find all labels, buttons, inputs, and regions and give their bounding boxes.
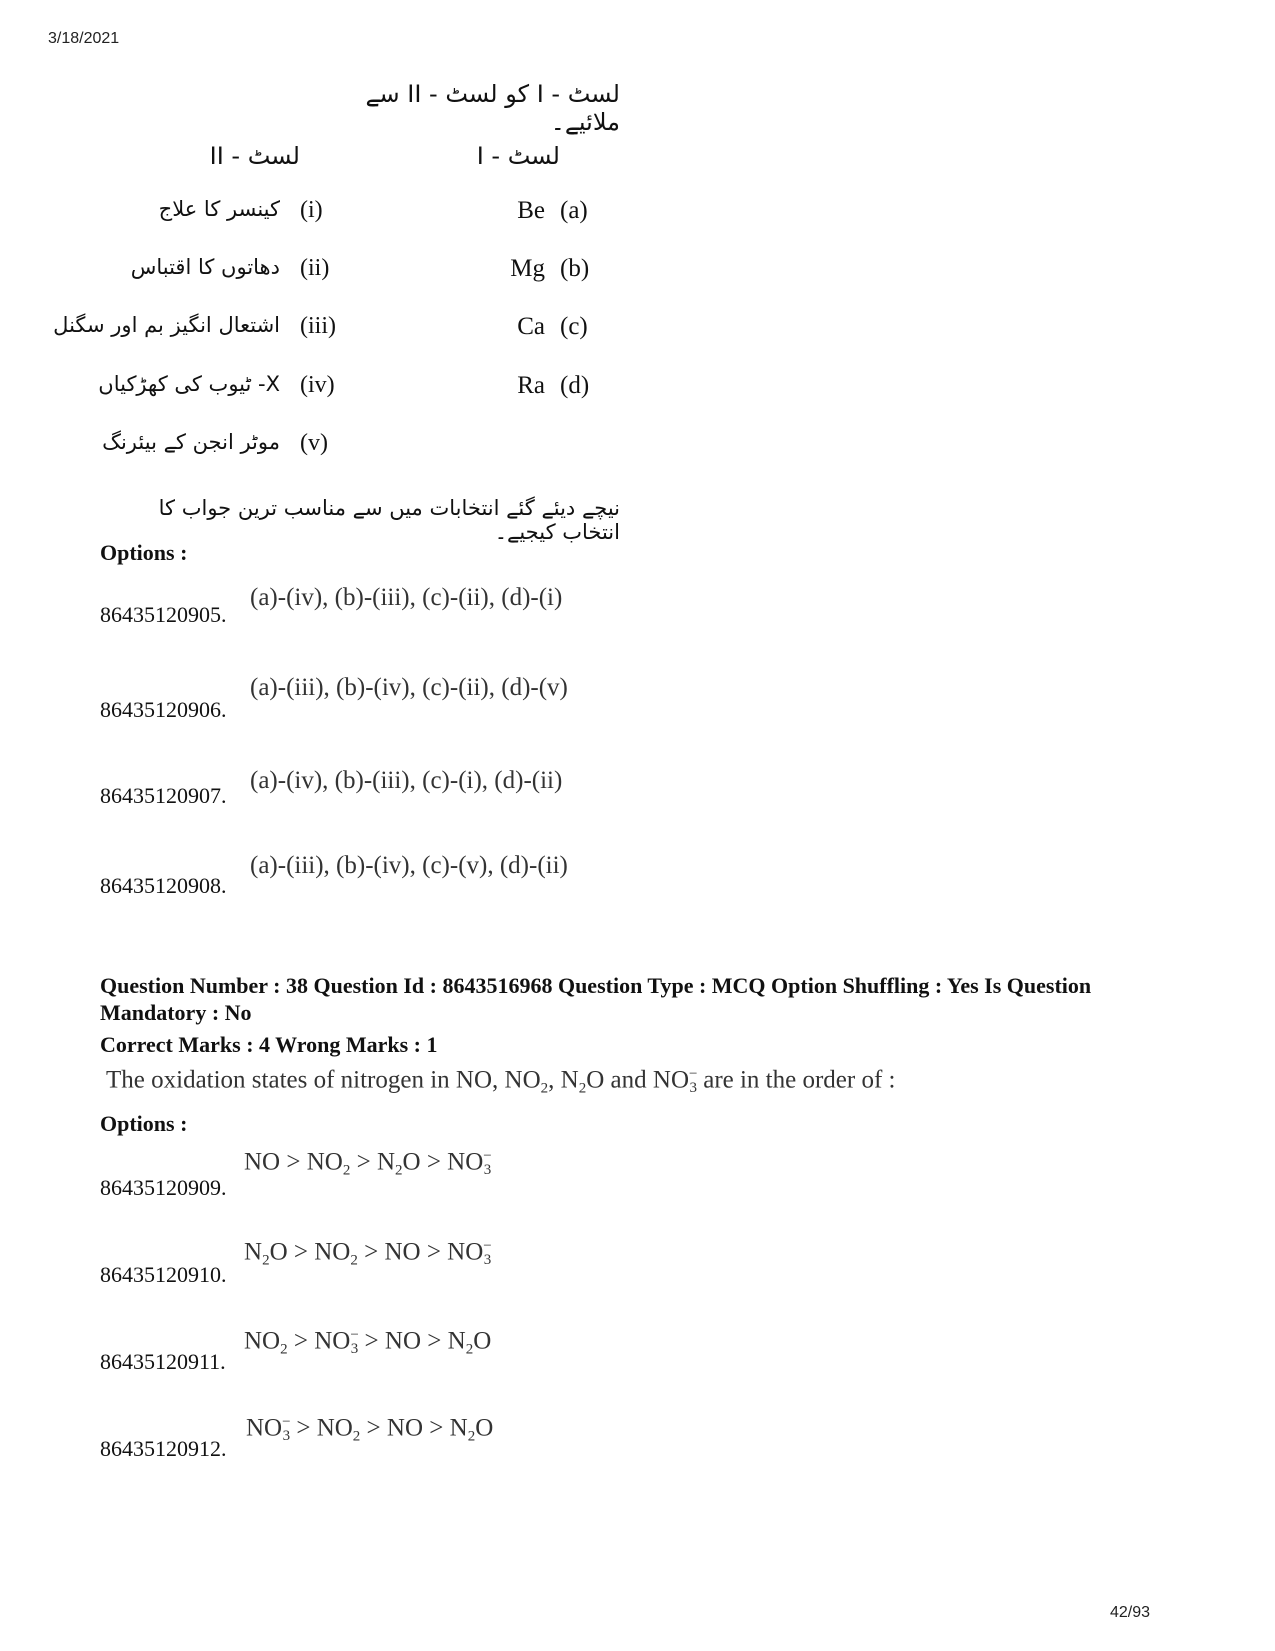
option-text: (a)-(iv), (b)-(iii), (c)-(ii), (d)-(i) [250, 584, 563, 611]
option-formula: $N_2O > NO_2$ > NO > $NO^-_3$ [244, 1238, 492, 1269]
option-formula: NO > $NO_2 > N_2O > NO^-_3$ [244, 1148, 492, 1179]
list-ii-heading: لسٹ - II [209, 142, 300, 170]
print-date: 3/18/2021 [48, 30, 120, 47]
list-i-letter: (b) [560, 255, 590, 282]
page-number: 42/93 [1110, 1604, 1151, 1621]
list-ii-text: اشتعال انگیز بم اور سگنل [53, 313, 280, 337]
option-id: 86435120907. [100, 783, 227, 808]
list-i-letter: (d) [560, 372, 590, 399]
list-ii-text: X- ٹیوب کی کھڑکیاں [98, 372, 280, 396]
option-id: 86435120905. [100, 602, 227, 627]
match-row [0, 197, 620, 237]
options-label: Options : [100, 540, 188, 565]
match-instruction: لسٹ - I کو لسٹ - II سے ملائیے۔ [365, 80, 620, 136]
list-i-letter: (c) [560, 313, 588, 340]
option-id: 86435120908. [100, 873, 227, 898]
option-id: 86435120909. [100, 1175, 227, 1200]
list-i-element: Mg [510, 255, 545, 282]
option-text: (a)-(iv), (b)-(iii), (c)-(i), (d)-(ii) [250, 767, 563, 794]
list-ii-text: دھاتوں کا اقتباس [130, 255, 280, 279]
option-text: (a)-(iii), (b)-(iv), (c)-(ii), (d)-(v) [250, 674, 568, 701]
option-id: 86435120911. [100, 1349, 226, 1374]
question-text: The oxidation states of nitrogen in NO, $NO_2$, $N_2O$ and $NO^-_3$ are in the order of : [106, 1066, 896, 1097]
options-label: Options : [100, 1111, 188, 1136]
list-ii-text: کینسر کا علاج [158, 197, 280, 221]
match-row [0, 255, 620, 295]
option-id: 86435120912. [100, 1436, 227, 1461]
match-row [0, 372, 620, 412]
match-row [0, 430, 620, 470]
list-i-element: Ca [517, 313, 545, 340]
match-row [0, 313, 620, 353]
option-id: 86435120906. [100, 697, 227, 722]
list-ii-number: (ii) [300, 255, 330, 281]
list-ii-number: (iv) [300, 372, 335, 398]
list-i-element: Be [517, 197, 545, 224]
list-ii-text: موٹر انجن کے بیئرنگ [102, 430, 280, 454]
option-text: (a)-(iii), (b)-(iv), (c)-(v), (d)-(ii) [250, 852, 568, 879]
option-formula: $NO^-_3 > NO_2$ > NO > $N_2O$ [246, 1414, 494, 1445]
option-formula: $NO_2 > NO^-_3$ > NO > $N_2O$ [244, 1327, 492, 1358]
question-marks: Correct Marks : 4 Wrong Marks : 1 [100, 1032, 438, 1057]
answer-instruction: نیچے دیئے گئے انتخابات میں سے مناسب ترین جواب کا انتخاب کیجیے۔ [158, 496, 620, 544]
list-i-element: Ra [517, 372, 545, 399]
list-ii-number: (iii) [300, 313, 336, 339]
list-i-heading: لسٹ - I [476, 142, 560, 170]
list-ii-number: (v) [300, 430, 328, 456]
list-ii-number: (i) [300, 197, 323, 223]
list-i-letter: (a) [560, 197, 588, 224]
question-meta: Question Number : 38 Question Id : 8643516968 Question Type : MCQ Option Shuffling : Yes Is Question Mandatory : No [100, 973, 1092, 1025]
option-id: 86435120910. [100, 1262, 227, 1287]
